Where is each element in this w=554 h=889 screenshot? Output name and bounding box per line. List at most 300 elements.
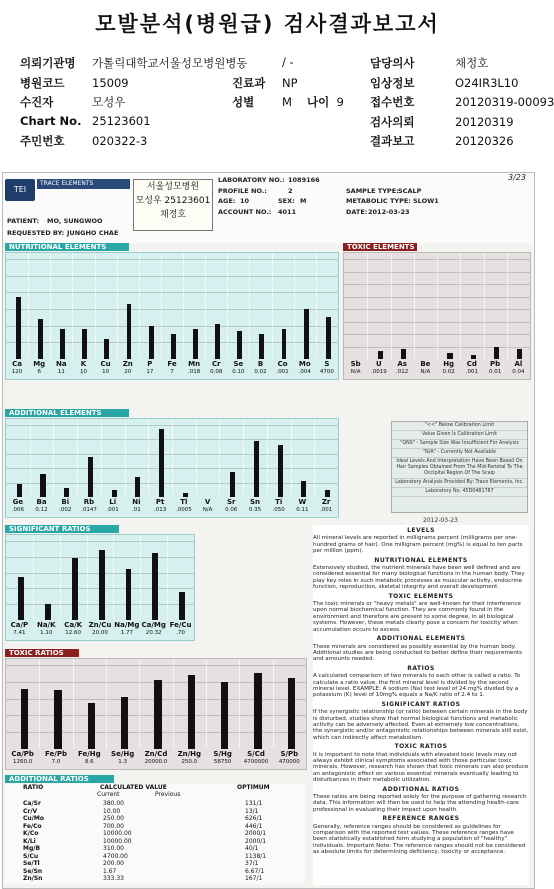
additional-bar (230, 472, 235, 497)
additional-column-divider (314, 419, 315, 497)
stamp-line: 서울성모병원 (146, 182, 200, 192)
toxic-bar (494, 347, 499, 359)
ratio-current: 250.00 (103, 815, 124, 822)
additional-column-divider (219, 419, 220, 497)
nutritional-gridline (6, 259, 338, 260)
ratio-current: 10000.00 (103, 830, 132, 837)
additional-value: .01 (132, 507, 141, 513)
mid-info-label: 성별 (232, 95, 255, 109)
nutritional-bar (60, 329, 65, 359)
additional-value: 0.06 (225, 507, 238, 513)
mid-info-row (232, 94, 292, 110)
significant-column-divider (113, 535, 114, 620)
additional-symbol: Ti (275, 498, 283, 506)
mid-info-value: NP (282, 75, 298, 90)
left-info-row (20, 133, 147, 149)
right-info-label: 접수번호 (370, 95, 415, 109)
nutritional-bar (237, 331, 242, 359)
additional-symbol: Li (109, 498, 117, 506)
nutritional-symbol: Ca (12, 360, 22, 368)
significant-bar (45, 604, 51, 620)
toxic-ratios-gridline (6, 665, 306, 666)
ratio-header: RATIO (23, 784, 44, 791)
nutritional-bar (282, 329, 287, 359)
additional-value: .001 (320, 507, 333, 513)
additional-column-divider (267, 419, 268, 497)
toxic-ratios-column-divider (73, 659, 74, 749)
additional-symbol: W (298, 498, 307, 506)
significant-symbol: Ca/K (64, 621, 83, 629)
nutritional-bar (38, 319, 43, 359)
toxic-ratios-column-divider (273, 659, 274, 749)
explanation-text: It is important to note that individuals with elevated toxic levels may not always exhibit clinical symptoms associated with those particular toxic minerals. However, research has shown that toxic minerals can also produce an antagonistic effect on various essential minerals eventually leading to disturbances in their metabolic utilization. (313, 751, 529, 784)
nutritional-bar (193, 329, 198, 359)
legend-line: "<<" Below Calibration Limit (392, 422, 527, 431)
calculated-header: CALCULATED VALUE (100, 784, 167, 791)
additional-value: .002 (59, 507, 72, 513)
explanation-heading: RATIOS (407, 664, 435, 672)
legend-box (391, 421, 528, 513)
legend-line: Value Given Is Calibration Limit (392, 431, 527, 440)
ratio-current: 1.67 (103, 867, 117, 875)
toxic-value: 0.01 (489, 369, 502, 375)
toxic-symbol: U (376, 360, 382, 368)
toxic-ratios-header: TOXIC RATIOS (5, 649, 79, 657)
additional-bar (278, 445, 283, 497)
toxic-value: N/A (420, 369, 431, 375)
toxic-bar (517, 349, 522, 359)
ratio-optimum: 2000/1 (245, 830, 267, 837)
additional-symbol: Bi (61, 498, 70, 506)
additional-symbol: V (204, 498, 211, 506)
explanation-text: A calculated comparison of two minerals to each other is called a ratio. To calculate a ratio value, the first mineral level is divided by the second mineral level. EXAMPLE: A sodium (Na) test level of 24 mg% divided by a potassium (K) level of 10mg% equals a Na/K ratio of 2.4 to 1. (313, 673, 521, 699)
nutritional-value: 17 (146, 369, 154, 375)
additional-symbol: Zr (321, 498, 331, 506)
ratio-name: Fe/Co (23, 822, 42, 830)
toxic-ratios-symbol: Fe/Pb (45, 750, 67, 758)
significant-symbol: Zn/Cu (88, 621, 112, 629)
nutritional-value: 10 (102, 369, 110, 375)
ratio-current: 700.00 (103, 822, 124, 830)
age-value: 9 (336, 95, 344, 109)
nutritional-bar (326, 317, 331, 359)
additional-value: .0005 (175, 507, 192, 513)
additional-value: .013 (154, 507, 167, 513)
additional-symbol: Ba (36, 498, 47, 506)
toxic-ratios-symbol: Zn/Cd (144, 750, 168, 758)
metabolic-type-label: METABOLIC TYPE: (346, 197, 411, 205)
toxic-symbol: Al (514, 360, 523, 368)
left-info-value: 020322-3 (92, 134, 148, 148)
nutritional-bar (16, 297, 21, 359)
additional-symbol: Ni (132, 498, 141, 506)
sex-label-lab: SEX: (278, 197, 295, 205)
significant-value: 12.60 (65, 630, 81, 636)
toxic-ratios-value: 7.0 (51, 759, 61, 765)
ratio-name: Cu/Mo (23, 815, 44, 822)
nutritional-symbol: Mn (188, 360, 201, 368)
ratio-current: 333.33 (103, 875, 124, 882)
date-label: DATE: (346, 208, 368, 216)
right-info-value: 20120319-00093 (455, 95, 554, 109)
nutritional-bar (127, 304, 132, 359)
significant-bar (179, 592, 185, 620)
toxic-column-divider (414, 253, 415, 359)
additional-bar (254, 441, 259, 497)
right-info-label: 임상정보 (370, 75, 415, 90)
metabolic-type: SLOW1 (413, 197, 439, 205)
nutritional-symbol: P (147, 360, 153, 368)
explanation-text: Extensively studied, the nutrient minerals have been well defined and are considered essential for many biological functions in the human body. They play key roles in such metabolic processes as muscular activity, endocrine function, reproduction, skeletal integrity and overall development. (313, 565, 525, 591)
toxic-symbol: Be (420, 360, 431, 368)
right-info-value: 20120326 (455, 134, 514, 148)
additional-date: 2012-03-23 (423, 517, 458, 524)
toxic-column-divider (437, 253, 438, 359)
toxic-ratios-symbol: Fe/Hg (77, 750, 101, 758)
ratio-optimum: 1138/1 (245, 852, 267, 860)
toxic-ratios-value: 470000 (278, 759, 300, 765)
ratio-current: 310.00 (103, 845, 124, 852)
additional-column-divider (125, 419, 126, 497)
additional-column-divider (101, 419, 102, 497)
toxic-symbol: Hg (443, 360, 455, 368)
additional-symbol: Ge (12, 498, 24, 506)
right-info-value: 채정호 (455, 56, 489, 70)
left-info-row (20, 55, 248, 71)
explanation-heading: REFERENCE RANGES (382, 815, 460, 823)
explanation-text: If the synergistic relationship (or ratio) between certain minerals in the body is disturbed, studies show that normal biological functions and metabolic activity can be adversely affected. Even at extremely low concentrations, the synergistic and/or antagonistic relationships between minerals still exist, which can indirectly affect metabolism. (313, 709, 529, 741)
left-info-label: 병원코드 (20, 75, 65, 90)
mid-info-row (232, 55, 294, 69)
stamp-line: 채정호 (159, 210, 187, 220)
nutritional-chart (5, 252, 339, 380)
nutritional-symbol: B (257, 360, 264, 368)
toxic-symbol: Pb (490, 360, 501, 368)
explanation-text: All mineral levels are reported in milligrams percent (milligrams per one-hundred grams of hair). One milligram percent (mg%) is equal to ten parts per million (ppm). (313, 535, 523, 555)
left-info-label: 주민번호 (20, 134, 65, 148)
nutritional-column-divider (72, 253, 73, 359)
account-label: ACCOUNT NO.: (218, 208, 272, 216)
current-subheader: Current (97, 791, 120, 798)
nutritional-bar (304, 309, 309, 359)
toxic-value: .0019 (371, 369, 387, 375)
additional-bar (88, 457, 93, 497)
significant-bar (99, 550, 105, 620)
nutritional-symbol: Mg (33, 360, 46, 368)
left-info-row (20, 94, 125, 110)
left-info-row (20, 75, 129, 91)
additional-bar (64, 488, 69, 497)
toxic-column-divider (367, 253, 368, 359)
toxic-ratios-column-divider (106, 659, 107, 749)
additional-bar (183, 493, 188, 497)
toxic-bar (401, 349, 406, 359)
lab-header-fields (218, 173, 528, 243)
additional-value: 0.11 (296, 507, 309, 513)
additional-value: .050 (272, 507, 285, 513)
legend-line: Ideal Levels And Interpretation Have Been Based On Hair Samples Obtained From The Mid-Parietal To The Occipital Region Of The Scalp (392, 458, 527, 479)
age-label-lab: AGE: (218, 197, 236, 205)
toxic-value: N/A (350, 369, 361, 375)
significant-column-divider (140, 535, 141, 620)
nutritional-column-divider (50, 253, 51, 359)
left-info-value: 15009 (92, 75, 129, 90)
toxic-symbol: Cd (466, 360, 477, 368)
sex-lab: M (300, 197, 307, 205)
nutritional-column-divider (183, 253, 184, 359)
toxic-column-divider (460, 253, 461, 359)
significant-value: 20.00 (92, 630, 108, 636)
additional-column-divider (30, 419, 31, 497)
ratio-name: S/Cu (23, 852, 39, 860)
ratio-optimum: 446/1 (245, 822, 263, 830)
left-info-value: 가톨릭대학교서울성모병원병동 (92, 56, 248, 70)
toxic-ratios-column-divider (239, 659, 240, 749)
ratio-name: Cr/V (23, 807, 38, 815)
nutritional-value: 0.10 (232, 369, 245, 375)
nutritional-symbol: K (80, 360, 87, 368)
ratio-current: 10.00 (103, 807, 121, 815)
ratio-current: 380.00 (103, 800, 124, 807)
nutritional-value: .004 (298, 369, 311, 375)
ratio-current: 4700.00 (103, 852, 128, 860)
ratio-name: Zn/Sn (23, 875, 43, 882)
nutritional-symbol: Co (277, 360, 288, 368)
toxic-ratios-bar (254, 673, 261, 749)
significant-value: .70 (176, 630, 185, 636)
toxic-ratios-value: 1260.0 (13, 759, 33, 765)
nutritional-bar (149, 326, 154, 359)
toxic-symbol: Sb (350, 360, 361, 368)
toxic-value: .001 (465, 369, 478, 375)
ratio-optimum: 2000/1 (245, 837, 267, 845)
additional-bar (17, 484, 22, 497)
lab-name: TRACE ELEMENTS (37, 179, 130, 189)
nutritional-column-divider (139, 253, 140, 359)
additional-value: 0.35 (248, 507, 262, 513)
toxic-symbol: As (397, 360, 407, 368)
additional-bar (40, 474, 45, 497)
nutritional-symbol: Zn (122, 360, 133, 368)
toxic-bar (471, 355, 476, 359)
toxic-ratios-symbol: Ca/Pb (11, 750, 34, 758)
toxic-ratios-symbol: Zn/Hg (177, 750, 202, 758)
toxic-ratios-bar (54, 690, 61, 749)
ratio-name: K/Co (23, 830, 39, 837)
nutritional-bar (259, 334, 264, 359)
right-info-value: O24IR3L10 (455, 75, 519, 90)
sample-type-label: SAMPLE TYPE: (346, 187, 399, 195)
significant-header: SIGNIFICANT RATIOS (5, 525, 119, 533)
ratio-current: 10000.00 (103, 837, 132, 845)
legend-line: Laboratory Analysis Provided By: Trace Elements, Inc. (392, 479, 527, 488)
toxic-ratios-value: 58750 (213, 759, 232, 765)
toxic-ratios-bar (188, 675, 195, 749)
nutritional-value: .018 (188, 369, 201, 375)
toxic-column-divider (391, 253, 392, 359)
additional-column-divider (77, 419, 78, 497)
toxic-bar (447, 353, 452, 359)
additional-ratios-table (5, 784, 305, 884)
toxic-ratios-bar (154, 680, 161, 749)
additional-value: .001 (106, 507, 119, 513)
toxic-ratios-symbol: S/Pb (280, 750, 299, 758)
toxic-column-divider (507, 253, 508, 359)
legend-line: "QNS" - Sample Size Was Insufficient For Analysis (392, 440, 527, 449)
significant-value: 7.41 (13, 630, 26, 636)
ratio-optimum: 131/1 (245, 800, 263, 807)
toxic-header: TOXIC ELEMENTS (343, 243, 417, 251)
nutritional-column-divider (294, 253, 295, 359)
toxic-ratios-bar (288, 678, 295, 749)
nutritional-gridline (6, 309, 338, 310)
significant-column-divider (60, 535, 61, 620)
nutritional-column-divider (205, 253, 206, 359)
nutritional-symbol: Se (233, 360, 244, 368)
toxic-ratios-value: 20000.0 (144, 759, 168, 765)
significant-bar (126, 569, 132, 620)
explanation-text: Generally, reference ranges should be considered as guidelines for comparison with the reported test values. These reference ranges have been statistically established form studying a population of "healthy" individuals. Important Note: The reference ranges should not be considered as absolute limits for determining deficiency, toxicity or acceptance. (313, 823, 526, 856)
nutritional-symbol: Fe (167, 360, 177, 368)
nutritional-value: .001 (276, 369, 289, 375)
additional-header: ADDITIONAL ELEMENTS (5, 409, 129, 417)
ratio-optimum: 37/1 (245, 860, 259, 867)
optimum-header: OPTIMUM (237, 784, 270, 791)
nutritional-value: 6 (37, 369, 41, 375)
right-info-label: 담당의사 (370, 56, 415, 70)
additional-bar (301, 481, 306, 497)
toxic-ratios-bar (21, 689, 28, 749)
nutritional-column-divider (227, 253, 228, 359)
age-label: 나이 (307, 95, 330, 109)
toxic-ratios-value: 8.6 (84, 759, 94, 765)
age-lab: 10 (240, 197, 250, 205)
additional-column-divider (148, 419, 149, 497)
nutritional-value: 0.08 (210, 369, 223, 375)
mid-info-label: 진료과 (232, 75, 266, 90)
legend-line: "N/A" - Currently Not Available (392, 449, 527, 458)
ratio-name: Se/Sn (23, 867, 43, 875)
additional-column-divider (196, 419, 197, 497)
mid-info-value: M (282, 95, 292, 109)
toxic-ratios-value: 250.0 (181, 759, 198, 765)
additional-symbol: Sn (249, 498, 260, 506)
additional-bar (159, 429, 164, 497)
toxic-value: .012 (396, 369, 409, 375)
toxic-ratios-column-divider (173, 659, 174, 749)
additional-bar (325, 490, 330, 497)
requested-by: JUNGHO CHAE (67, 229, 119, 237)
nutritional-gridline (6, 276, 338, 277)
patient-fields (7, 217, 217, 241)
lab-logo-icon: TEI (5, 179, 35, 201)
additional-symbol: Sr (227, 498, 236, 506)
toxic-ratios-symbol: S/Cd (247, 750, 265, 758)
additional-column-divider (172, 419, 173, 497)
patient-name: MO, SUNGWOO (47, 217, 103, 225)
significant-symbol: Ca/P (10, 621, 29, 629)
lab-header (3, 173, 534, 243)
toxic-ratios-chart (5, 658, 307, 770)
significant-bar (18, 577, 24, 620)
significant-value: 1.77 (120, 630, 133, 636)
explanation-text: The toxic minerals or "heavy metals" are well-known for their interference upon normal biochemical function. They are commonly found in the environment and therefore are present to some degree, in all biological systems. However, these metals clearly pose a concern for toxicity when accumulation occurs to excess. (313, 601, 522, 633)
nutritional-bar (104, 339, 109, 359)
account-number: 4011 (278, 208, 297, 216)
explanation-heading: ADDITIONAL RATIOS (382, 785, 460, 793)
ratio-optimum: 40/1 (245, 845, 259, 852)
ratio-optimum: 167/1 (245, 875, 263, 882)
additional-chart (5, 418, 339, 518)
scanned-lab-report (2, 172, 535, 889)
mid-info-row (232, 75, 298, 91)
toxic-ratios-bar (121, 697, 128, 749)
nutritional-bar (215, 324, 220, 359)
significant-gridline (6, 541, 194, 542)
toxic-ratios-column-divider (139, 659, 140, 749)
nutritional-header: NUTRITIONAL ELEMENTS (5, 243, 129, 251)
explanation-heading: TOXIC RATIOS (394, 743, 448, 751)
report-date: 2012-03-23 (368, 208, 410, 216)
additional-bar (112, 490, 117, 497)
explanation-heading: NUTRITIONAL ELEMENTS (374, 556, 468, 564)
toxic-ratios-symbol: S/Hg (213, 750, 232, 758)
lab-number: 1089166 (288, 176, 320, 184)
right-info-label: 결과보고 (370, 134, 415, 148)
significant-chart (5, 534, 195, 641)
additional-value: .006 (11, 507, 24, 513)
lab-number-label: LABORATORY NO.: (218, 176, 285, 184)
left-info-label: 의뢰기관명 (20, 56, 76, 70)
toxic-ratios-symbol: Se/Hg (111, 750, 135, 758)
profile-number: 2 (288, 187, 293, 195)
additional-symbol: Tl (180, 498, 188, 506)
nutritional-column-divider (95, 253, 96, 359)
ratio-name: K/Li (23, 837, 36, 845)
ratio-name: Ca/Sr (23, 800, 41, 807)
toxic-column-divider (484, 253, 485, 359)
significant-column-divider (87, 535, 88, 620)
additional-column-divider (291, 419, 292, 497)
significant-column-divider (167, 535, 168, 620)
toxic-ratios-column-divider (39, 659, 40, 749)
nutritional-symbol: Mo (298, 360, 311, 368)
toxic-ratios-bar (221, 682, 228, 749)
nutritional-column-divider (316, 253, 317, 359)
significant-symbol: Na/K (36, 621, 56, 629)
nutritional-gridline (6, 326, 338, 327)
nutritional-column-divider (249, 253, 250, 359)
left-info-label: 수진자 (20, 95, 54, 109)
nutritional-column-divider (28, 253, 29, 359)
nutritional-column-divider (272, 253, 273, 359)
nutritional-value: 120 (11, 369, 23, 375)
explanation-heading: LEVELS (407, 527, 435, 534)
nutritional-value: 4700 (319, 369, 334, 375)
toxic-ratios-bar (88, 703, 95, 749)
explanations-column (313, 525, 529, 885)
toxic-ratios-value: 4700000 (243, 759, 269, 765)
nutritional-symbol: Na (56, 360, 67, 368)
left-info-value: 모성우 (92, 95, 126, 109)
left-info-label: Chart No. (20, 113, 82, 128)
additional-bar (135, 477, 140, 497)
right-info-value: 20120319 (455, 114, 514, 129)
toxic-ratios-value: 1.3 (118, 759, 128, 765)
patient-label: PATIENT: (7, 217, 40, 225)
legend-line: Laboratory No. 45D0481787 (392, 488, 527, 497)
explanation-heading: ADDITIONAL ELEMENTS (376, 635, 466, 643)
